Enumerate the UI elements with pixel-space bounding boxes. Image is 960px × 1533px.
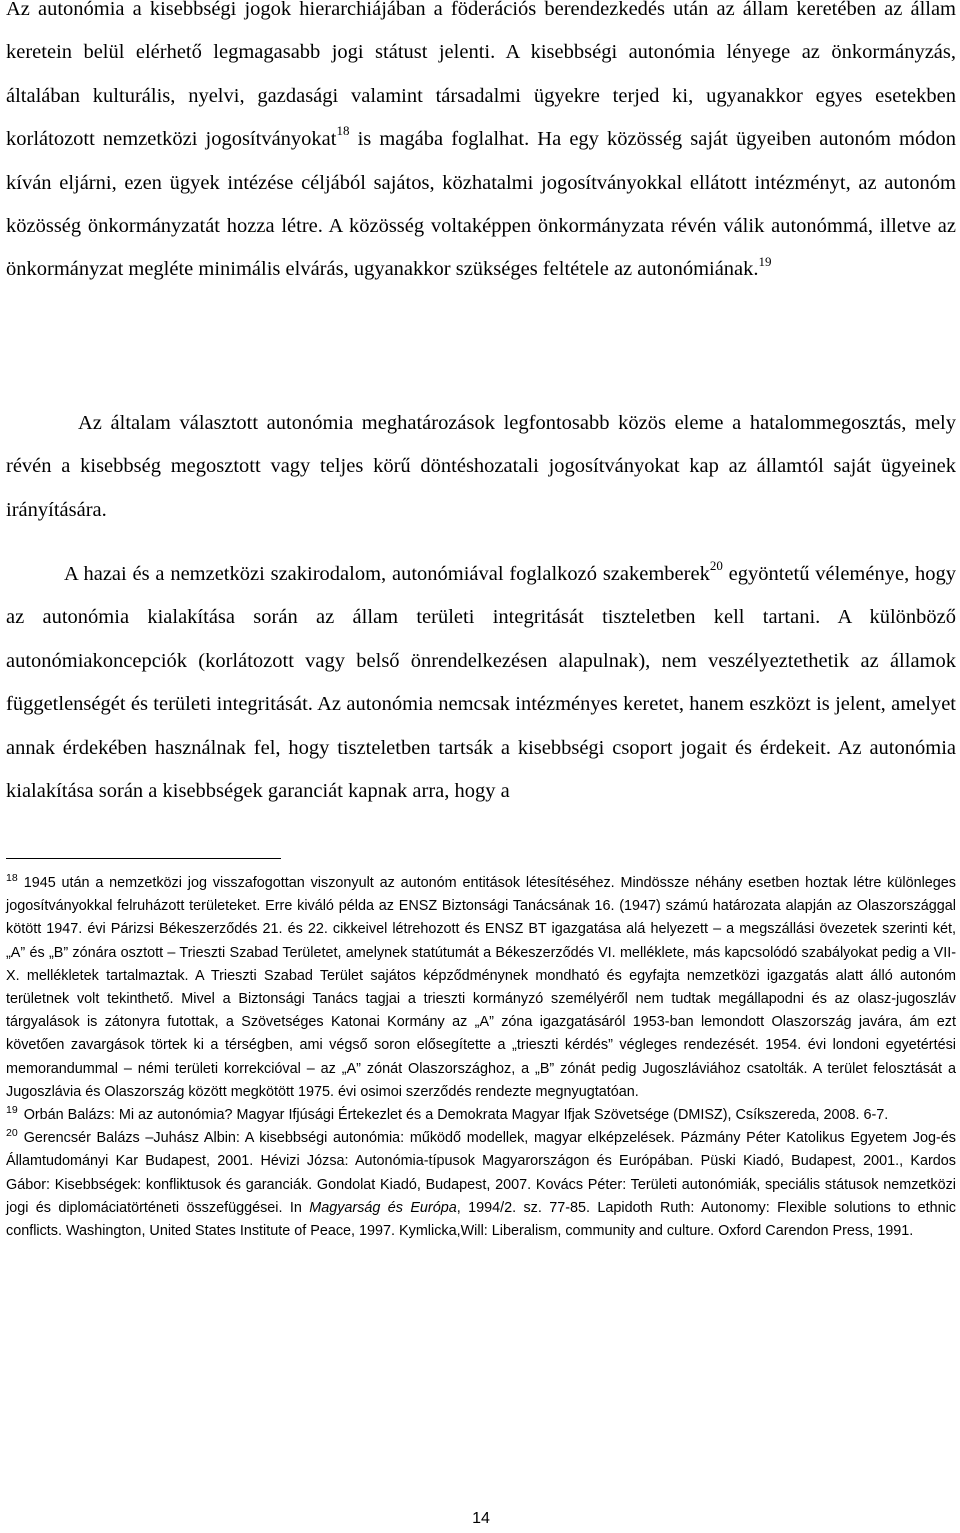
footnote-text: 1945 után a nemzetközi jog visszafogottan viszonyult az autonóm entitások létesítéséhez. Mindössze néhány esetben hoztak létre különleges jogosítványokkal felruházott területeket. Erre kiváló példa az ENSZ Biztonsági Tanácsának 16. (1947) számú határozata alapján az Olaszországgal kötött 1947. évi Párizsi Békeszerződés 21. és 22. cikkeivel létrehozott és ENSZ BT igazgatása alá helyezett – a megszállási övezetek szerinti két, „A” és „B” zónára osztott – Trieszti Szabad Területet, amelynek statútumát a Békeszerződés VI. melléklete, más kapcsolódó szabályokat pedig a VII-X. mellékletek tartalmaztak. A Trieszti Szabad Terület sajátos képződménynek mondható és egyfajta nemzetközi igazgatás alatt álló autonóm területnek volt tekinthető. Mivel a Biztonsági Tanács tagjai a trieszti kormányzó személyéről nem tudtak megállapodni és az olasz-jugoszláv tárgyalások is zátonyra futottak, a Szövetséges Katonai Kormány az „A” zóna igazgatásáról 1953-ban lemondott Olaszország javára, ám ezt követően zavargások törtek ki a térségben, ami végső soron elősegítette a „trieszti kérdés” végleges rendezését. 1954. évi londoni egyetértési memorandummal – némi területi korrekcióval – az „A” zónát Olaszországhoz, a „B” zónát pedig Jugoszláviához csatolták. A terület felosztását a Jugoszlávia és Olaszország között megkötött 1975. évi osimoi szerződés rendezte megnyugtatóan.: [6, 875, 956, 1100]
paragraph-text: is magába foglalhat. Ha egy közösség saját ügyeiben autonóm módon kíván eljárni, ezen ügyek intézése céljából sajátos, közhatalmi jogosítványokkal ellátott intézményt, az autonóm közösség önkormányzatát hozza létre. A közösség voltaképpen önkormányzata révén válik autonómmá, illetve az önkormányzat megléte minimális elvárás, ugyanakkor szükséges feltétele az autonómiának.: [6, 128, 957, 281]
footnote-separator: [6, 858, 281, 859]
footnote-text: Gerencsér Balázs –Juhász Albin: A kisebbségi autonómia: működő modellek, magyar elképzelések. Pázmány Péter Katolikus Egyetem Jog-és Államtudományi Kar Budapest, 2001. Hévizi Józsa: Autonómia-típusok Magyarországon és Európában. Püski Kiadó, Budapest, 2001., Kardos Gábor: Kisebbségek: konfliktusok és garanciák. Gondolat Kiadó, Budapest, 2007. Kovács Péter: Területi autonómiák, speciális státusok nemzetközi jogi és diplomáciatörténeti összefüggései. In: [6, 1130, 956, 1216]
footnote-18: [6, 872, 956, 1104]
footnotes-section: [6, 872, 956, 1243]
paragraph-text: Az autonómia a kisebbségi jogok hierarchiájában a föderációs berendezkedés után az állam keretében az állam keretein belül elérhető legmagasabb jogi státust jelenti. A kisebbségi autonómia lényege az önkormányzás, általában kulturális, nyelvi, gazdasági valamint társadalmi ügyekre terjed ki, ugyanakkor egyes esetekben korlátozott nemzetközi jogosítványokat: [6, 0, 956, 151]
footnote-number: 19: [6, 1104, 18, 1117]
paragraph-power-sharing: Az általam választott autonómia meghatározások legfontosabb közös eleme a hatalommegosztás, mely révén a kisebbség megosztott vagy teljes körű döntéshozatali jogosítványokat kap az államtól saját ügyeinek irányítására.: [6, 412, 956, 521]
footnote-19: [6, 1104, 956, 1127]
paragraph-autonomy-definition: [6, 0, 956, 292]
page-number: 14: [472, 1510, 490, 1527]
footnote-number: 18: [6, 872, 18, 885]
footnote-20: [6, 1127, 956, 1243]
footnote-reference-19[interactable]: 19: [758, 253, 772, 269]
footnote-text: Orbán Balázs: Mi az autonómia? Magyar Ifjúsági Értekezlet és a Demokrata Magyar Ifjak Szövetsége (DMISZ), Csíkszereda, 2008. 6-7.: [23, 1107, 889, 1124]
footnote-number: 20: [6, 1127, 18, 1140]
paragraph-text: A hazai és a nemzetközi szakirodalom, autonómiával foglalkozó szakemberek: [64, 563, 710, 585]
paragraph-territorial-integrity: [6, 553, 956, 813]
footnote-italic-title: Magyarság és Európa: [309, 1199, 457, 1216]
footnote-reference-18[interactable]: 18: [336, 123, 350, 139]
paragraph-text: egyöntetű véleménye, hogy az autonómia kialakítása során az állam területi integritását tiszteletben kell tartani. A különböző autonómiakoncepciók (korlátozott vagy belső önrendelkezésen alapulnak), nem veszélyeztethetik az államok függetlenségét és területi integritását. Az autonómia nemcsak intézményes keretet, hanem eszközt is jelent, amelyet annak érdekében használnak fel, hogy tiszteletben tartsák a kisebbségi csoport jogait és érdekeit. Az autonómia kialakítása során a kisebbségek garanciát kapnak arra, hogy a: [6, 563, 956, 803]
footnote-reference-20[interactable]: 20: [709, 558, 723, 574]
footnote-text: , 1994/2. sz. 77-85. Lapidoth Ruth: Autonomy: Flexible solutions to ethnic conflicts. Washington, United States Institute of Peace, 1997. Kymlicka,Will: Liberalism, community and culture. Oxford Carendon Press, 1991.: [6, 1199, 956, 1240]
